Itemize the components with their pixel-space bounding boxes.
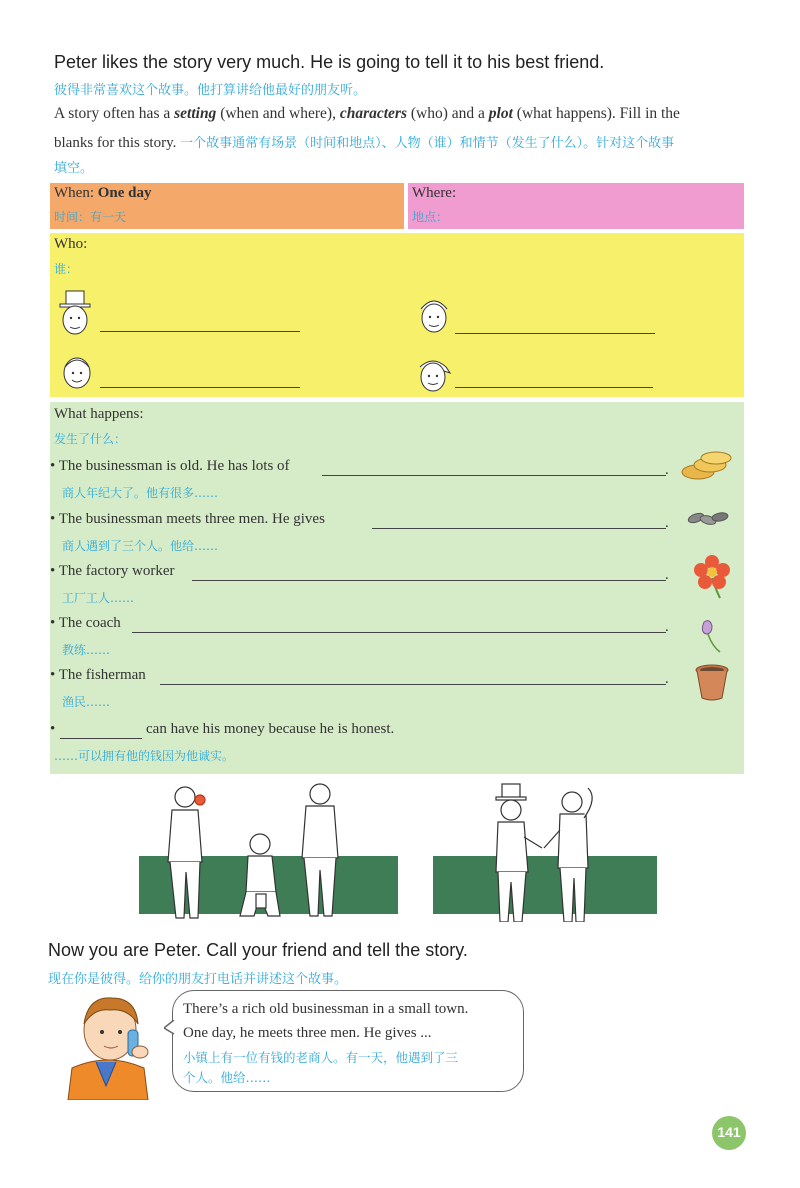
happens-item-1-cn: 商人年纪大了。他有很多…… xyxy=(62,486,219,500)
flower-pot-icon xyxy=(694,664,730,702)
happens-item-5-text: The fisherman xyxy=(58,667,146,683)
bud-icon xyxy=(696,618,726,654)
instr-characters: characters xyxy=(339,105,407,122)
when-value: One day xyxy=(97,185,152,201)
happens-item-4: • The coach xyxy=(50,615,121,631)
instruction-line-1 xyxy=(54,105,680,123)
what-happens-panel xyxy=(50,402,744,774)
where-label-cn: 地点： xyxy=(412,210,449,224)
who-blank-3[interactable] xyxy=(100,387,300,388)
gold-coins-icon xyxy=(680,446,734,482)
instr-setting: setting xyxy=(174,105,217,122)
who-label: Who: xyxy=(54,236,88,252)
instruction-line-2 xyxy=(54,132,674,152)
who-blank-1[interactable] xyxy=(100,331,300,332)
when-panel xyxy=(50,183,404,229)
happens-blank-2[interactable] xyxy=(372,528,666,529)
instr-line2: blanks for this story. xyxy=(54,135,181,151)
instr-mid1: (when and where), xyxy=(216,105,340,122)
happens-blank-4[interactable] xyxy=(132,632,666,633)
instruction-cn-b: 填空。 xyxy=(54,161,94,176)
instr-mid2: (who) and a xyxy=(407,105,489,122)
happens-item-5: • The fisherman xyxy=(50,667,146,683)
period: . xyxy=(665,515,669,531)
businessman-face-icon xyxy=(56,289,96,339)
happens-item-2: • The businessman meets three men. He gives xyxy=(50,511,325,527)
speech-bubble-tail xyxy=(164,1020,176,1036)
bubble-text-cn-2: 个人。他给…… xyxy=(183,1070,271,1085)
call-title-cn: 现在你是彼得。给你的朋友打电话并讲述这个故事。 xyxy=(48,972,348,987)
bullet: • xyxy=(50,721,56,737)
seeds-icon xyxy=(686,506,730,530)
what-happens-label: What happens: xyxy=(54,406,144,422)
who-panel xyxy=(50,233,744,397)
section-title-cn: 彼得非常喜欢这个故事。他打算讲给他最好的朋友听。 xyxy=(54,83,367,98)
happens-item-6-cn: ……可以拥有他的钱因为他诚实。 xyxy=(54,749,235,763)
happens-blank-1[interactable] xyxy=(322,475,666,476)
period: . xyxy=(665,671,669,687)
call-title: Now you are Peter. Call your friend and tell the story. xyxy=(48,940,468,960)
instr-plot: plot xyxy=(488,105,513,122)
who-blank-4[interactable] xyxy=(455,387,653,388)
happens-item-4-cn: 教练…… xyxy=(62,643,111,657)
instr-cn-a: 一个故事通常有场景（时间和地点）、人物（谁）和情节（发生了什么）。针对这个故事 xyxy=(180,136,675,151)
happens-blank-3[interactable] xyxy=(192,580,666,581)
speech-bubble xyxy=(172,990,524,1092)
happens-item-4-text: The coach xyxy=(58,615,121,631)
what-happens-label-cn: 发生了什么： xyxy=(54,432,127,446)
happens-blank-6[interactable] xyxy=(60,738,142,739)
when-label-row xyxy=(54,185,152,202)
bubble-text-en-1: There’s a rich old businessman in a small town. xyxy=(183,1001,469,1017)
when-label-cn: 时间：有一天 xyxy=(54,210,127,224)
bubble-text-cn-1: 小镇上有一位有钱的老商人。有一天，他遇到了三 xyxy=(183,1050,459,1065)
happens-item-2-text: The businessman meets three men. He gives xyxy=(58,511,325,527)
instr-line1-end: (what happens). Fill in the xyxy=(512,105,680,122)
period: . xyxy=(665,567,669,583)
child-face-icon xyxy=(58,349,98,395)
who-label-cn: 谁： xyxy=(54,262,79,276)
happens-item-5-cn: 渔民…… xyxy=(62,695,111,709)
section-title: Peter likes the story very much. He is going to tell it to his best friend. xyxy=(54,52,605,72)
fisherman-face-icon xyxy=(412,351,456,397)
period: . xyxy=(665,619,669,635)
who-blank-2[interactable] xyxy=(455,333,655,334)
where-label: Where: xyxy=(412,185,457,201)
happens-item-3: • The factory worker xyxy=(50,563,175,579)
period: . xyxy=(665,462,669,478)
happens-item-3-text: The factory worker xyxy=(58,563,175,579)
happens-item-2-cn: 商人遇到了三个人。他给…… xyxy=(62,539,219,553)
bubble-text-en-2: One day, he meets three men. He gives ... xyxy=(183,1025,432,1041)
flower-icon xyxy=(690,552,734,602)
happens-item-6-text: can have his money because he is honest. xyxy=(146,721,395,737)
happens-item-1: • The businessman is old. He has lots of xyxy=(50,458,290,474)
instr-prefix: A story often has a xyxy=(54,105,175,122)
handshake-illustration xyxy=(480,782,620,922)
where-panel xyxy=(408,183,744,229)
happens-blank-5[interactable] xyxy=(160,684,666,685)
page-number-badge xyxy=(712,1116,746,1150)
happens-item-3-cn: 工厂工人…… xyxy=(62,591,135,605)
happens-item-1-text: The businessman is old. He has lots of xyxy=(58,458,290,474)
peter-on-phone-illustration xyxy=(48,990,168,1100)
worker-face-icon xyxy=(414,291,454,339)
page-number: 141 xyxy=(717,1124,741,1140)
three-men-illustration xyxy=(150,782,390,922)
when-label: When: xyxy=(54,185,98,201)
